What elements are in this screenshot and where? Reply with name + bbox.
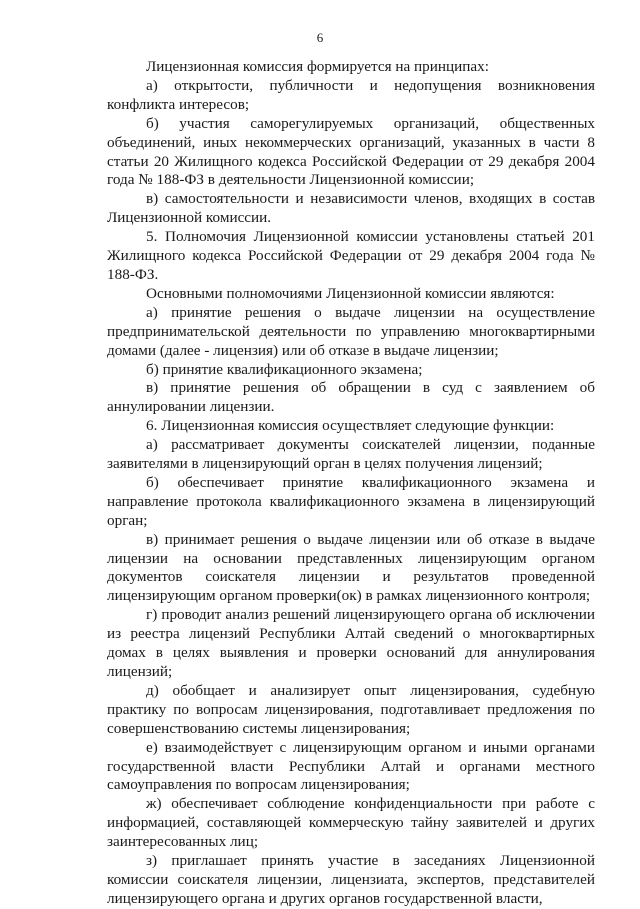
paragraph-function-e: д) обобщает и анализирует опыт лицензирования, судебную практику по вопросам лицензирования, подготавливает предложения по совершенствованию системы лицензирования;	[107, 681, 595, 737]
paragraph-power-c: в) принятие решения об обращении в суд с заявлением об аннулировании лицензии.	[107, 379, 595, 416]
paragraph-principle-b: б) участия саморегулируемых организаций, общественных объединений, иных некоммерческих организаций, указанных в части 8 статьи 20 Жилищного кодекса Российской Федерации от 29 декабря 2004 года № 188-ФЗ в деятельности Лицензионной комиссии;	[107, 114, 595, 189]
paragraph-principles-intro: Лицензионная комиссия формируется на принципах:	[146, 58, 489, 75]
paragraph-power-a: а) принятие решения о выдаче лицензии на осуществление предпринимательской деятельности по управлению многоквартирными домами (далее - лицензия) или об отказе в выдаче лицензии;	[107, 303, 595, 359]
paragraph-function-g: ж) обеспечивает соблюдение конфиденциальности при работе с информацией, составляющей коммерческую тайну заявителей и других заинтересованных лиц;	[107, 795, 595, 851]
paragraph-function-f: е) взаимодействует с лицензирующим органом и иными органами государственной власти Республики Алтай и органами местного самоуправления по вопросам лицензирования;	[107, 738, 595, 794]
paragraph-section-6: 6. Лицензионная комиссия осуществляет следующие функции:	[146, 417, 555, 435]
paragraph-function-h: з) приглашает принять участие в заседаниях Лицензионной комиссии соискателя лицензии, лицензиата, экспертов, представителей лицензирующего органа и других органов государственной власти,	[107, 852, 595, 907]
paragraph-function-c: в) принимает решения о выдаче лицензии или об отказе в выдаче лицензии на основании представленных лицензирующим органом документов соискателя лицензии и результатов проведенной лицензирующим органом проверки(ок) в рамках лицензионного контроля;	[107, 530, 595, 605]
paragraph-function-d: г) проводит анализ решений лицензирующего органа об исключении из реестра лицензий Республики Алтай сведений о многоквартирных домах в целях выявления и проверки оснований для аннулирования лицензий;	[107, 606, 595, 680]
paragraph-function-b: б) обеспечивает принятие квалификационного экзамена и направление протокола квалификационного экзамена в лицензирующий орган;	[107, 473, 595, 529]
paragraph-principle-c: в) самостоятельности и независимости членов, входящих в состав Лицензионной комиссии.	[107, 190, 595, 227]
paragraph-principle-a: а) открытости, публичности и недопущения возникновения конфликта интересов;	[107, 76, 595, 113]
paragraph-powers-intro: Основными полномочиями Лицензионной комиссии являются:	[146, 284, 555, 302]
page-number: 6	[316, 30, 324, 45]
paragraph-power-b: б) принятие квалификационного экзамена;	[146, 360, 423, 378]
paragraph-function-a: а) рассматривает документы соискателей лицензии, поданные заявителями в лицензирующий орган в целях получения лицензий;	[107, 436, 595, 473]
paragraph-section-5: 5. Полномочия Лицензионной комиссии установлены статьей 201 Жилищного кодекса Российской Федерации от 29 декабря 2004 года № 188-ФЗ.	[107, 228, 595, 283]
body-text	[107, 58, 595, 909]
